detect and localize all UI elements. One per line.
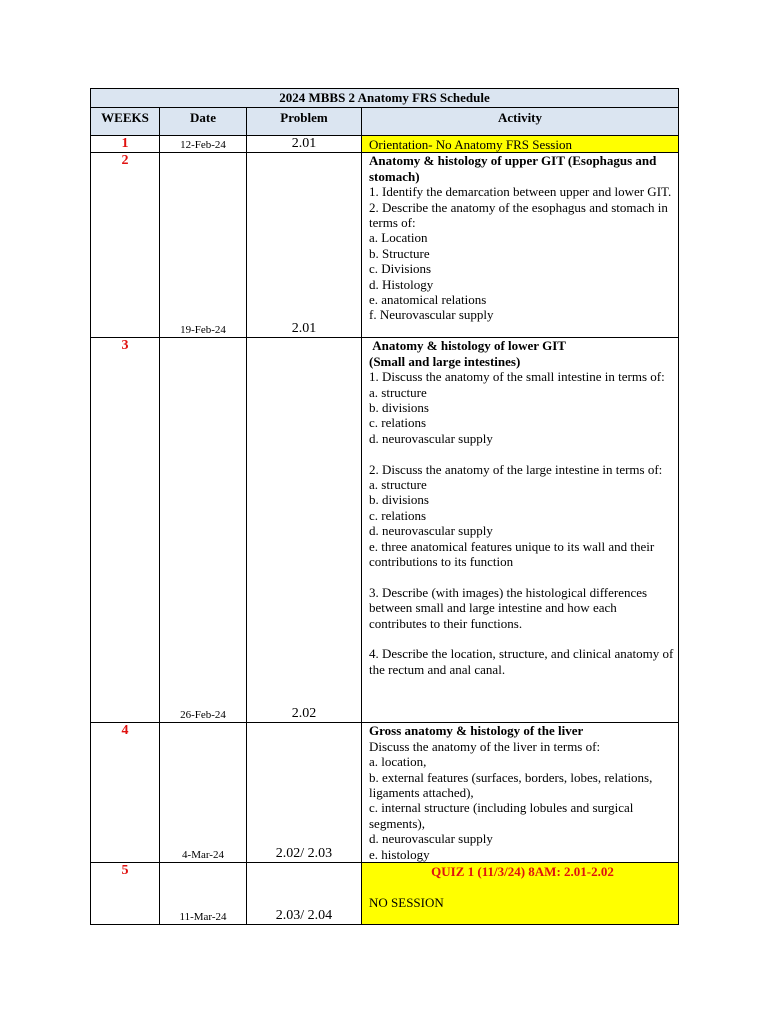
activity-line: b. divisions bbox=[369, 400, 429, 416]
problem-value: 2.02/ 2.03 bbox=[275, 846, 333, 862]
activity-line: 2. Describe the anatomy of the esophagus and stomach in terms of: bbox=[369, 199, 672, 231]
activity-line: d. neurovascular supply bbox=[369, 430, 493, 446]
header-weeks: WEEKS bbox=[91, 108, 160, 136]
problem-cell bbox=[247, 136, 362, 153]
problem-value: 2.03/ 2.04 bbox=[275, 908, 333, 924]
schedule-table bbox=[90, 88, 679, 925]
problem-cell bbox=[247, 863, 362, 925]
activity-cell bbox=[362, 863, 679, 925]
activity-cell bbox=[362, 723, 679, 863]
activity-line: 1. Discuss the anatomy of the small intestine in terms of: bbox=[369, 369, 665, 385]
date-value: 4-Mar-24 bbox=[182, 849, 224, 862]
activity-line: e. three anatomical features unique to its wall and their contributions to its function bbox=[369, 538, 658, 570]
date-value: 11-Mar-24 bbox=[179, 911, 227, 924]
activity-line: Orientation- No Anatomy FRS Session bbox=[369, 137, 572, 152]
header-row bbox=[91, 108, 679, 136]
header-problem: Problem bbox=[247, 108, 362, 136]
activity-line: NO SESSION bbox=[369, 894, 444, 910]
date-value: 12-Feb-24 bbox=[180, 139, 226, 152]
activity-line: a. structure bbox=[369, 384, 427, 400]
date-cell bbox=[160, 863, 247, 925]
activity-line: 1. Identify the demarcation between upper and lower GIT. bbox=[369, 184, 672, 200]
activity-line bbox=[369, 569, 676, 584]
table-row bbox=[91, 863, 679, 925]
table-title: 2024 MBBS 2 Anatomy FRS Schedule bbox=[91, 89, 679, 108]
activity-line: f. Neurovascular supply bbox=[369, 307, 494, 323]
activity-cell bbox=[362, 136, 679, 153]
week-number: 5 bbox=[91, 863, 160, 925]
problem-cell bbox=[247, 723, 362, 863]
header-activity: Activity bbox=[362, 108, 679, 136]
table-row bbox=[91, 136, 679, 153]
activity-title: Gross anatomy & histology of the liver bbox=[369, 723, 584, 739]
activity-line: 2. Discuss the anatomy of the large intestine in terms of: bbox=[369, 461, 663, 477]
activity-line: e. histology bbox=[369, 846, 430, 862]
problem-cell bbox=[247, 338, 362, 723]
date-cell bbox=[160, 723, 247, 863]
header-date: Date bbox=[160, 108, 247, 136]
week-number: 4 bbox=[91, 723, 160, 863]
activity-line: b. Structure bbox=[369, 245, 430, 261]
activity-line: c. internal structure (including lobules and surgical segments), bbox=[369, 800, 637, 831]
activity-line bbox=[369, 446, 676, 461]
activity-line bbox=[369, 631, 676, 646]
activity-line: d. neurovascular supply bbox=[369, 831, 493, 847]
activity-line: c. relations bbox=[369, 507, 427, 523]
problem-value: 2.01 bbox=[291, 136, 317, 152]
activity-line: c. relations bbox=[369, 415, 427, 431]
activity-line: b. external features (surfaces, borders, lobes, relations, ligaments attached), bbox=[369, 769, 656, 801]
activity-line: e. anatomical relations bbox=[369, 292, 487, 308]
activity-line: a. Location bbox=[369, 230, 428, 246]
quiz-notice: QUIZ 1 (11/3/24) 8AM: 2.01-2.02 bbox=[431, 864, 614, 880]
table-row bbox=[91, 153, 679, 338]
activity-line: Discuss the anatomy of the liver in terms of: bbox=[369, 738, 601, 754]
activity-line: c. Divisions bbox=[369, 261, 432, 277]
activity-line: d. Histology bbox=[369, 276, 434, 292]
table-row bbox=[91, 338, 679, 723]
date-cell bbox=[160, 153, 247, 338]
week-number: 1 bbox=[91, 136, 160, 153]
problem-cell bbox=[247, 153, 362, 338]
title-row bbox=[91, 89, 679, 108]
schedule-document bbox=[90, 88, 678, 925]
date-cell bbox=[160, 338, 247, 723]
activity-line: b. divisions bbox=[369, 492, 429, 508]
activity-title: Anatomy & histology of upper GIT (Esophagus and stomach) bbox=[369, 153, 660, 184]
activity-line: 3. Describe (with images) the histological differences between small and large intestine and how each contributes to their functions. bbox=[369, 584, 651, 631]
problem-value: 2.01 bbox=[291, 321, 317, 337]
week-number: 2 bbox=[91, 153, 160, 338]
date-value: 19-Feb-24 bbox=[180, 324, 226, 337]
activity-line: d. neurovascular supply bbox=[369, 523, 493, 539]
activity-line: a. location, bbox=[369, 754, 427, 770]
activity-cell bbox=[362, 338, 679, 723]
date-value: 26-Feb-24 bbox=[180, 709, 226, 722]
activity-cell bbox=[362, 153, 679, 338]
problem-value: 2.02 bbox=[291, 706, 317, 722]
table-row bbox=[91, 723, 679, 863]
activity-line: a. structure bbox=[369, 477, 427, 493]
week-number: 3 bbox=[91, 338, 160, 723]
date-cell bbox=[160, 136, 247, 153]
activity-title: Anatomy & histology of lower GIT bbox=[369, 338, 566, 354]
activity-line: 4. Describe the location, structure, and clinical anatomy of the rectum and anal canal. bbox=[369, 646, 677, 677]
activity-line bbox=[369, 879, 676, 894]
activity-subtitle: (Small and large intestines) bbox=[369, 353, 521, 369]
